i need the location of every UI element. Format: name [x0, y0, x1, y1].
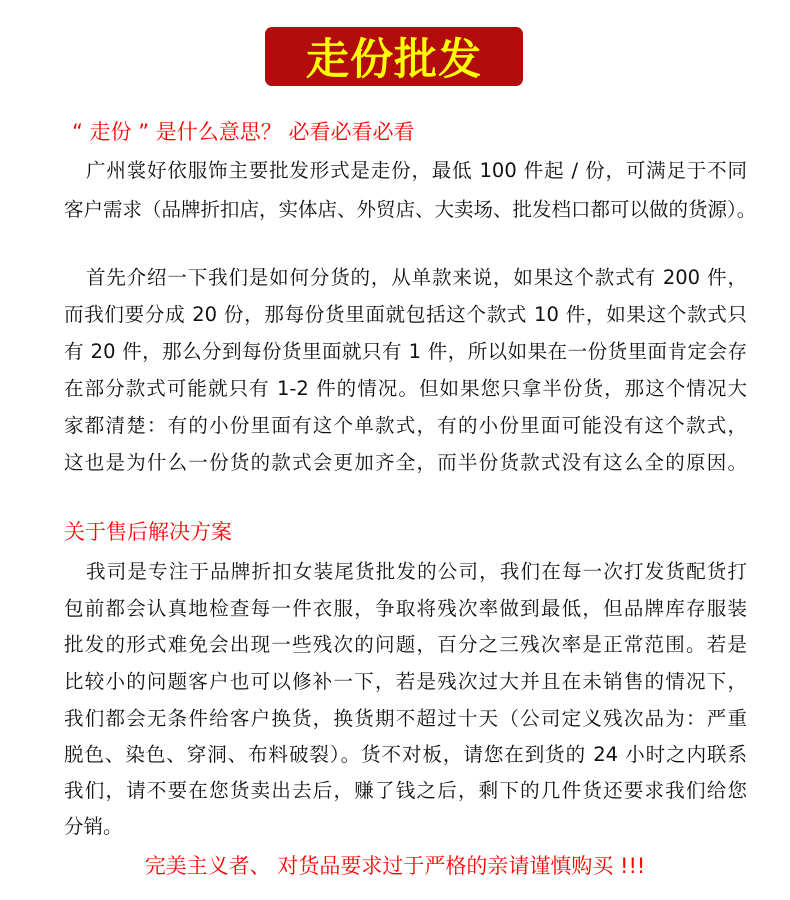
paragraph-line: 家都清楚：有的小份里面有这个单款式，有的小份里面可能没有这个款式， [64, 414, 747, 437]
paragraph-line: 客户需求（品牌折扣店，实体店、外贸店、大卖场、批发档口都可以做的货源）。 [64, 198, 757, 221]
paragraph-line: 我们都会无条件给客户换货，换货期不超过十天（公司定义残次品为：严重 [64, 707, 747, 730]
paragraph-line: 有 20 件，那么分到每份货里面就只有 1 件，所以如果在一份货里面肯定会存 [64, 340, 747, 363]
paragraph-line: 我们，请不要在您货卖出去后，赚了钱之后，剩下的几件货还要求我们给您 [64, 779, 747, 802]
paragraph-line: 广州裳好依服饰主要批发形式是走份，最低 100 件起 / 份，可满足于不同 [86, 159, 747, 182]
paragraph-line: 首先介绍一下我们是如何分货的，从单款来说，如果这个款式有 200 件， [86, 266, 747, 289]
paragraph-line: 比较小的问题客户也可以修补一下，若是残次过大并且在未销售的情况下， [64, 670, 747, 693]
paragraph-line: 批发的形式难免会出现一些残次的问题，百分之三残次率是正常范围。若是 [64, 633, 747, 656]
section-heading-after-sales: 关于售后解决方案 [64, 520, 232, 544]
title-banner [265, 27, 523, 86]
paragraph-line: 在部分款式可能就只有 1-2 件的情况。但如果您只拿半份货，那这个情况大 [64, 377, 747, 400]
paragraph-line: 我司是专注于品牌折扣女装尾货批发的公司，我们在每一次打发货配货打 [86, 560, 747, 583]
paragraph-line: 而我们要分成 20 份，那每份货里面就包括这个款式 10 件，如果这个款式只 [64, 303, 747, 326]
paragraph-line: 包前都会认真地检查每一件衣服，争取将残次率做到最低，但品牌库存服装 [64, 597, 747, 620]
paragraph-line: 脱色、染色、穿洞、布料破裂）。货不对板，请您在到货的 24 小时之内联系 [64, 743, 747, 766]
footer-warning: 完美主义者、 对货品要求过于严格的亲请谨慎购买 !!! [144, 854, 646, 878]
paragraph-line: 分销。 [64, 815, 123, 838]
page-title: 走份批发 [306, 35, 482, 85]
paragraph-line: 这也是为什么一份货的款式会更加齐全，而半份货款式没有这么全的原因。 [64, 451, 747, 474]
section-heading-what-is-zoufen: “ 走份 ” 是什么意思？ 必看必看必看 [72, 120, 415, 144]
